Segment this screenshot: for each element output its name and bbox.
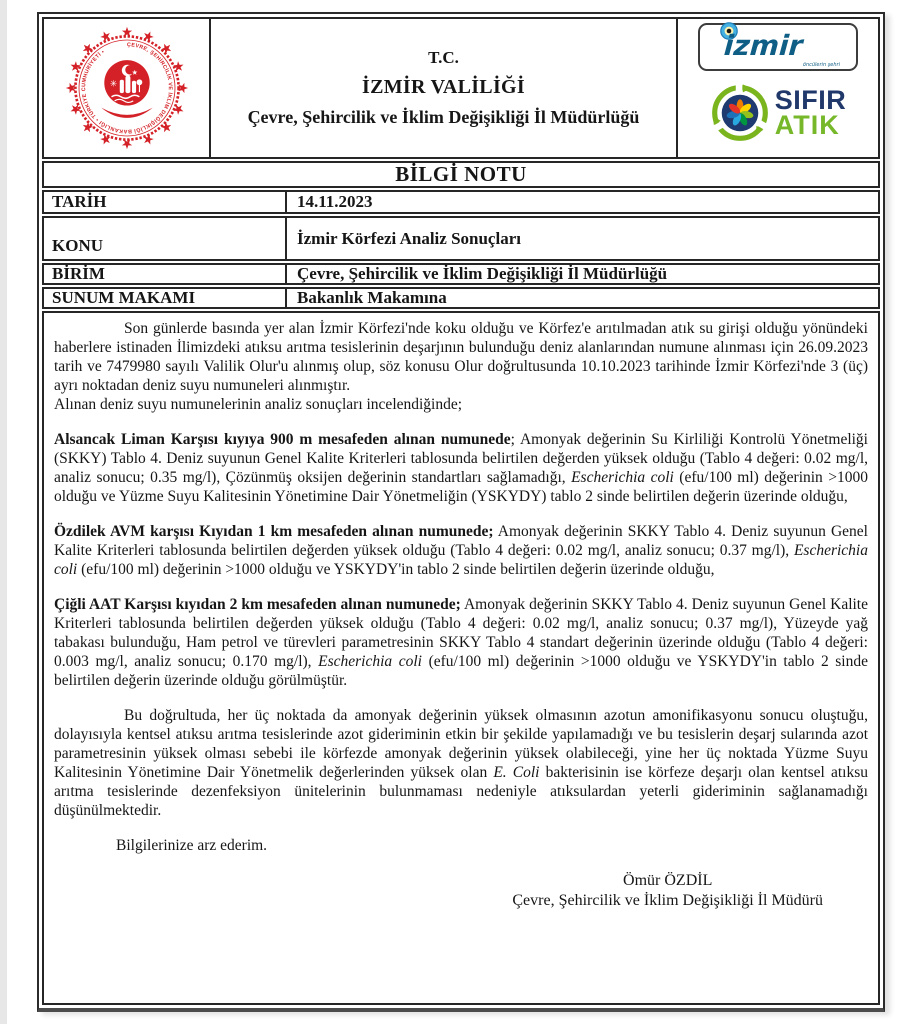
seal-center-emblem xyxy=(101,60,153,118)
signature-name: Ömür ÖZDİL xyxy=(623,872,713,889)
text-run: (efu/100 ml) değerinin >1000 olduğu ve YSKYDY'in tablo 2 sinde belirtilen değerin üzerinde olduğu, xyxy=(77,561,715,578)
signature-title: Çevre, Şehircilik ve İklim Değişikliği İl Müdürü xyxy=(512,892,823,909)
row-value: Bakanlık Makamına xyxy=(297,288,447,307)
org-line-mudurluk: Çevre, Şehircilik ve İklim Değişikliği İl Müdürlüğü xyxy=(247,107,640,127)
closing-line: Bilgilerinize arz ederim. xyxy=(116,837,268,854)
ministry-seal-icon xyxy=(63,24,191,152)
table-row-konu xyxy=(42,216,880,261)
row-value: İzmir Körfezi Analiz Sonuçları xyxy=(297,228,521,248)
seal-ring-text: ÇEVRE, ŞEHİRCİLİK VE İKLİM DEĞİŞİKLİĞİ BAKANLIĞI • TÜRKİYE CUMHURİYETİ • xyxy=(80,42,173,134)
text-run: bakterisinin ise körfeze deşarjı olan kentsel atıksu arıtma tesislerinde dezenfeksiyon ünitelerinin bulunmaması nedeniyle atıksulardan yeterli gideriminin sağlanamadığı düşünülmektedir. xyxy=(54,764,868,819)
text-run: Escherichia coli xyxy=(54,542,868,578)
table-row-tarih xyxy=(42,190,880,214)
text-run: Amonyak değerinin SKKY Tablo 4. Deniz suyunun Genel Kalite Kriterleri tablosunda belirtilen değerden yüksek olduğu (Tablo 4 değeri: 0.02 mg/l, analiz sonucu; 0.37 mg/l), Yüzeyde yağ tabakası bulunduğu, Ham petrol ve türevleri parametresinin SKKY Tablo 4 standart değerinin üzerinde olduğu (Tablo 4 değeri: 0.003 mg/l, analiz sonucu; 0.170 mg/l), xyxy=(54,596,868,670)
paragraph xyxy=(54,395,868,414)
paragraph xyxy=(54,595,868,690)
sifir-atik-wordmark xyxy=(774,85,847,140)
row-label: SUNUM MAKAMI xyxy=(44,289,287,307)
text-run: Escherichia coli xyxy=(318,653,422,670)
text-run: Escherichia coli xyxy=(571,469,674,486)
org-line-valilik: İZMİR VALİLİĞİ xyxy=(362,76,525,98)
letterhead xyxy=(42,17,880,159)
logos-cell xyxy=(678,19,878,157)
body-text xyxy=(54,319,868,820)
sifir-atik-icon xyxy=(710,83,770,143)
text-run: Alsancak Liman Karşısı kıyıya 900 m mesafeden alınan numunede xyxy=(54,431,511,448)
atik-label: ATIK xyxy=(774,110,840,140)
text-run: Özdilek AVM karşısı Kıyıdan 1 km mesafeden alınan numunede; xyxy=(54,523,494,540)
paragraph xyxy=(54,522,868,579)
sifir-atik-logo xyxy=(710,83,847,143)
ministry-seal-cell xyxy=(44,19,211,157)
paragraph xyxy=(54,430,868,506)
org-title-block xyxy=(211,19,678,157)
sifir-label: SIFIR xyxy=(774,85,847,116)
text-run: Son günlerde basında yer alan İzmir Körfezi'nde koku olduğu ve Körfez'e arıtılmadan atık su girişi olduğu yönündeki haberlere istinaden İlimizdeki atıksu arıtma tesislerinin deşarjının bulunduğu deniz alanlarından numune alınması için 26.09.2023 tarih ve 7479980 sayılı Valilik Olur'u alınmış olup, söz konusu Olur doğrultusunda 10.10.2023 tarihinde İzmir Körfezi'nde 3 (üç) ayrı noktadan deniz suyu numuneleri alınmıştır. xyxy=(54,320,868,394)
org-line-tc: T.C. xyxy=(428,48,459,67)
text-run: ; Amonyak değerinin Su Kirliliği Kontrolü Yönetmeliği (SKKY) Tablo 4. Deniz suyunun Genel Kalite Kriterleri tablosunda belirtilen değerden yüksek olduğu (Tablo 4 değeri: 0.02 mg/l, analiz sonucu; 0.35 mg/l), Çözünmüş oksijen değerinin standartları sağlamadığı, xyxy=(54,431,868,486)
text-run: Bu doğrultuda, her üç noktada da amonyak değerinin yüksek olmasının azotun amonifikasyonu sonucu oluştuğu, dolayısıyla kentsel atıksu arıtma tesislerinde azot gideriminin etkin bir şekilde yapılamadığı ve bu tesislerin deşarj sularında azot parametresinin yüksek olması sebebi ile körfezde amonyak değerinin yüksek olabileceği, yine her üç noktada Yüzme Suyu Kalitesinin Yönetimine Dair Yönetmelik değerlerinden yüksek olan xyxy=(54,707,868,781)
row-label: BİRİM xyxy=(44,265,287,283)
table-row-birim xyxy=(42,263,880,285)
izmir-logo-word: izmir xyxy=(722,29,804,62)
text-run: (efu/100 ml) değerinin >1000 olduğu ve YSKYDY'in tablo 2 sinde belirtilen değerin üzerinde olduğu görülmüştür. xyxy=(54,653,868,689)
text-run: E. Coli xyxy=(493,764,540,781)
signature-block xyxy=(512,871,823,911)
svg-text:✳: ✳ xyxy=(109,79,117,90)
text-run: (efu/100 ml) değerinin >1000 olduğu ve Yüzme Suyu Kalitesinin Yönetimine Dair Yönetmeliğin (YSKYDY) tablo 2 sinde belirtilen değerin üzerinde olduğu, xyxy=(54,469,869,505)
text-run: Amonyak değerinin SKKY Tablo 4. Deniz suyunun Genel Kalite Kriterleri tablosunda belirtilen değerden yüksek olduğu (Tablo 4 değeri: 0.02 mg/l, analiz sonucu; 0.37 mg/l), xyxy=(54,523,868,559)
row-label: KONU xyxy=(44,218,287,259)
izmir-logo xyxy=(698,23,858,71)
paragraph xyxy=(54,319,868,395)
paragraph xyxy=(54,706,868,820)
text-run: Çiğli AAT Karşısı kıyıdan 2 km mesafeden alınan numunede; xyxy=(54,596,461,613)
document-page xyxy=(37,12,885,1012)
text-run: Alınan deniz suyu numunelerinin analiz sonuçları incelendiğinde; xyxy=(54,396,463,413)
row-value: 14.11.2023 xyxy=(297,192,373,211)
document-title: BİLGİ NOTU xyxy=(42,161,880,188)
row-value: Çevre, Şehircilik ve İklim Değişikliği İl Müdürlüğü xyxy=(297,264,668,283)
row-label: TARİH xyxy=(44,192,287,212)
body-section xyxy=(42,311,880,1005)
scan-edge-artifact xyxy=(0,0,7,1024)
izmir-logo-tagline: öncülerin şehri xyxy=(802,62,840,68)
info-table xyxy=(42,190,880,309)
table-row-sunum xyxy=(42,287,880,309)
